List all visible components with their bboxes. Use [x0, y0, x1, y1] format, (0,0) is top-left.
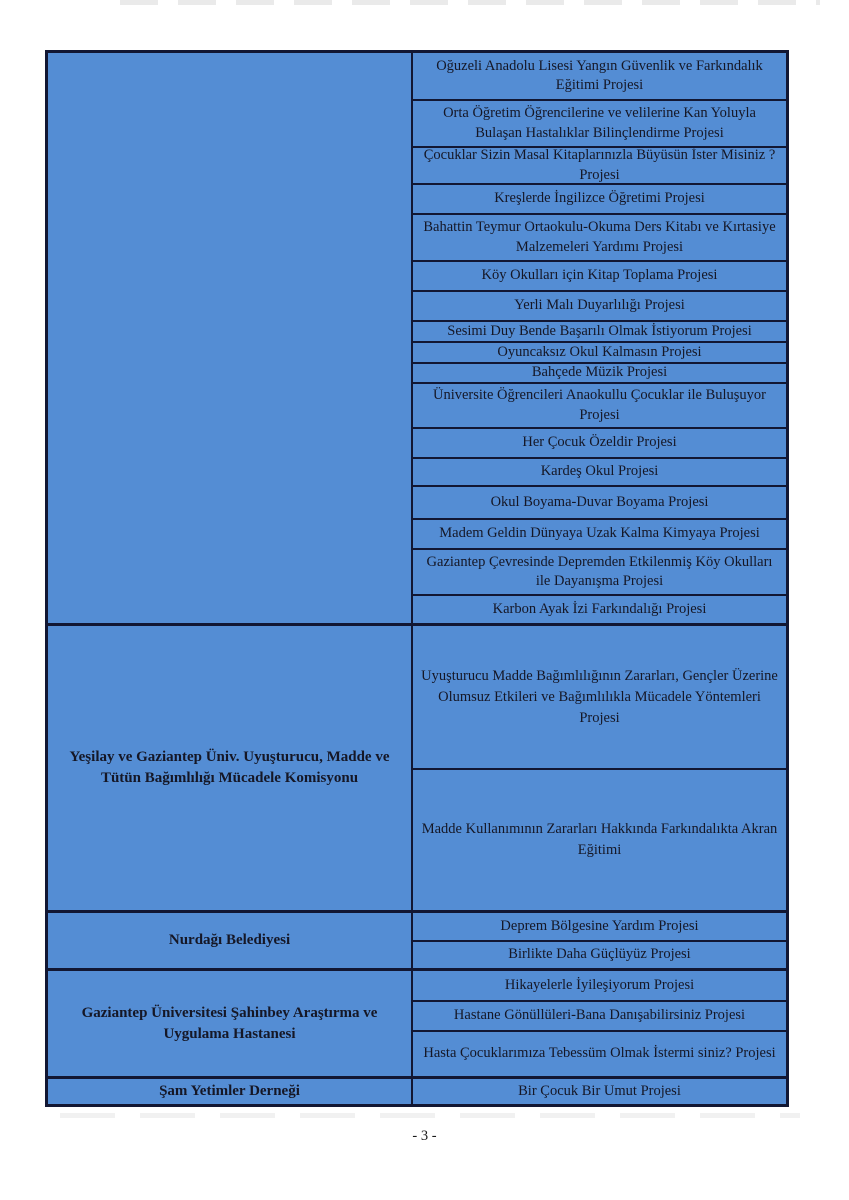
scan-artifact-bottom [60, 1113, 800, 1118]
project-cell: Çocuklar Sizin Masal Kitaplarınızla Büyüsün İster Misiniz ? Projesi [413, 146, 786, 183]
project-cell: Her Çocuk Özeldir Projesi [413, 427, 786, 457]
project-cell: Madem Geldin Dünyaya Uzak Kalma Kimyaya Projesi [413, 518, 786, 548]
project-column [413, 971, 786, 1076]
org-cell [48, 53, 413, 623]
project-cell: Hikayelerle İyileşiyorum Projesi [504, 976, 695, 993]
project-cell: Uyuşturucu Madde Bağımlılığının Zararları, Gençler Üzerine Olumsuz Etkileri ve Bağımlılıkla Mücadele Yöntemleri Projesi [421, 667, 778, 726]
org-cell: Nurdağı Belediyesi [48, 913, 413, 968]
org-cell: Gaziantep Üniversitesi Şahinbey Araştırma ve Uygulama Hastanesi [48, 971, 413, 1076]
project-cell: Hastane Gönüllüleri-Bana Danışabilirsiniz Projesi [413, 1000, 786, 1030]
project-cell: Bahçede Müzik Projesi [413, 362, 786, 382]
project-cell: Yerli Malı Duyarlılığı Projesi [413, 290, 786, 320]
org-cell: Şam Yetimler Derneği [48, 1079, 413, 1104]
project-cell: Deprem Bölgesine Yardım Projesi [500, 917, 699, 934]
project-cell: Sesimi Duy Bende Başarılı Olmak İstiyorum Projesi [413, 320, 786, 341]
project-cell: Bahattin Teymur Ortaokulu-Okuma Ders Kitabı ve Kırtasiye Malzemeleri Yardımı Projesi [413, 213, 786, 260]
project-cell: Hasta Çocuklarımıza Tebessüm Olmak İstermi siniz? Projesi [413, 1030, 786, 1076]
project-cell: Orta Öğretim Öğrencilerine ve velilerine Kan Yoluyla Bulaşan Hastalıklar Bilinçlendirme Projesi [413, 99, 786, 146]
project-cell: Üniversite Öğrencileri Anaokullu Çocuklar ile Buluşuyor Projesi [413, 382, 786, 427]
org-cell: Yeşilay ve Gaziantep Üniv. Uyuşturucu, Madde ve Tütün Bağımlılığı Mücadele Komisyonu [48, 626, 413, 910]
scan-artifact-top [120, 0, 820, 5]
table-row-group [48, 53, 786, 623]
project-cell: Madde Kullanımının Zararları Hakkında Farkındalıkta Akran Eğitimi [413, 768, 786, 910]
project-column [413, 913, 786, 968]
projects-table [45, 50, 789, 1107]
project-column [413, 626, 786, 910]
project-cell: Kreşlerde İngilizce Öğretimi Projesi [413, 183, 786, 213]
project-cell: Kardeş Okul Projesi [413, 457, 786, 485]
project-cell: Gaziantep Çevresinde Depremden Etkilenmiş Köy Okulları ile Dayanışma Projesi [413, 548, 786, 594]
table-row-group [48, 910, 786, 968]
project-cell: Bir Çocuk Bir Umut Projesi [518, 1082, 681, 1099]
project-cell: Okul Boyama-Duvar Boyama Projesi [413, 485, 786, 518]
project-cell: Köy Okulları için Kitap Toplama Projesi [413, 260, 786, 290]
project-cell: Oğuzeli Anadolu Lisesi Yangın Güvenlik ve Farkındalık Eğitimi Projesi [436, 57, 763, 93]
table-row-group [48, 623, 786, 910]
project-cell: Birlikte Daha Güçlüyüz Projesi [413, 940, 786, 968]
table-row-group [48, 1076, 786, 1104]
table-row-group [48, 968, 786, 1076]
project-column [413, 1079, 786, 1104]
page-number: - 3 - [412, 1128, 437, 1144]
project-column [413, 53, 786, 623]
project-cell: Oyuncaksız Okul Kalmasın Projesi [413, 341, 786, 362]
project-cell: Karbon Ayak İzi Farkındalığı Projesi [413, 594, 786, 623]
